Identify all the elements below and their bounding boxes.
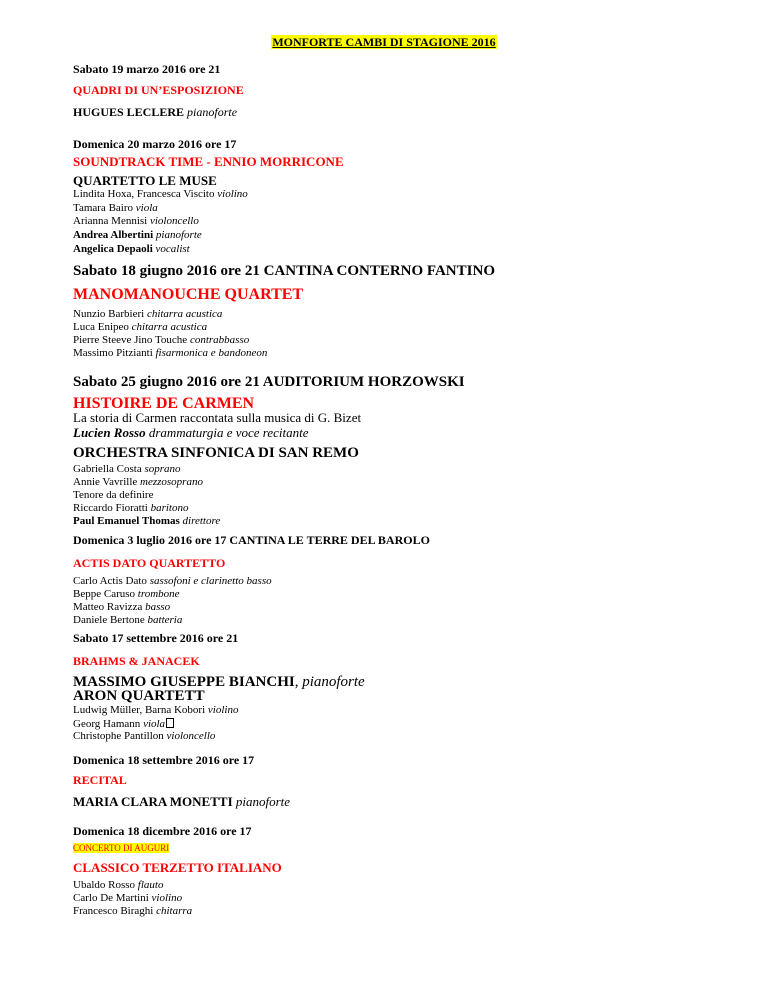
- performer-line: [73, 477, 203, 488]
- event-date: Sabato 17 settembre 2016 ore 21: [73, 631, 239, 645]
- performer-name: Annie Vavrille: [73, 476, 138, 488]
- performer-role: baritono: [150, 502, 189, 514]
- performer-name: Tamara Bairo: [73, 202, 134, 214]
- performer-role: sassofoni e clarinetto basso: [149, 575, 272, 587]
- performer-role: fisarmonica e bandoneon: [155, 347, 268, 359]
- performer-name: Daniele Bertone: [73, 614, 145, 626]
- performer-line: [73, 589, 180, 600]
- performer-line: [73, 576, 272, 587]
- event-date: Domenica 20 marzo 2016 ore 17: [73, 137, 237, 151]
- performer-line: [73, 348, 267, 359]
- performer-line: [73, 731, 215, 742]
- performer-role: trombone: [137, 588, 180, 600]
- performer-name: Ubaldo Rosso: [73, 879, 136, 891]
- performer-role: violino: [207, 704, 239, 716]
- performer-name: Paul Emanuel Thomas: [73, 515, 183, 527]
- event-date: Domenica 18 dicembre 2016 ore 17: [73, 824, 252, 838]
- performer-line: [73, 309, 222, 320]
- event-date: Sabato 18 giugno 2016 ore 21 CANTINA CONTERNO FANTINO: [73, 263, 495, 279]
- event-soloist: [73, 106, 237, 118]
- performer-role: viola: [143, 718, 166, 730]
- performer-role: violoncello: [166, 730, 216, 742]
- performer-role: pianoforte: [155, 229, 202, 241]
- performer-line: [73, 718, 174, 730]
- event-program: QUADRI DI UN’ESPOSIZIONE: [73, 83, 244, 97]
- performer-line: [73, 244, 190, 255]
- event-program: CLASSICO TERZETTO ITALIANO: [73, 860, 282, 875]
- performer-name: Georg Hamann: [73, 718, 141, 730]
- performer-name: MASSIMO GIUSEPPE BIANCHI: [73, 674, 295, 690]
- event-date: Sabato 25 giugno 2016 ore 21 AUDITORIUM HORZOWSKI: [73, 374, 465, 390]
- performer-name: Massimo Pitzianti: [73, 347, 156, 359]
- performer-name: HUGUES LECLERE: [73, 105, 185, 119]
- performer-role: pianoforte: [187, 105, 238, 119]
- performer-role: batteria: [147, 614, 183, 626]
- performer-role: violino: [217, 188, 248, 200]
- performer-role: chitarra acustica: [146, 308, 223, 320]
- title-text: MONFORTE CAMBI DI STAGIONE 2016: [272, 35, 496, 49]
- program-tag-text: CONCERTO DI AUGURI: [73, 843, 170, 853]
- event-date: Sabato 19 marzo 2016 ore 21: [73, 62, 221, 76]
- performer-line: [73, 322, 207, 333]
- performer-name: Angelica Depaoli: [73, 243, 153, 255]
- missing-glyph-icon: [166, 718, 174, 728]
- event-program: RECITAL: [73, 773, 127, 787]
- performer-role: direttore: [182, 515, 221, 527]
- event-program: ACTIS DATO QUARTETTO: [73, 556, 226, 570]
- performer-line: [73, 335, 249, 346]
- performer-line: [73, 203, 158, 214]
- performer-line: [73, 464, 181, 475]
- performer-role: violino: [151, 892, 183, 904]
- performer-name: Carlo De Martini: [73, 892, 149, 904]
- performer-name: Matteo Ravizza: [73, 601, 143, 613]
- event-soloist: [73, 795, 290, 808]
- performer-name: Tenore da definire: [73, 489, 154, 501]
- separator: ,: [294, 674, 303, 690]
- performer-name: Andrea Albertini: [73, 229, 154, 241]
- performer-role: chitarra acustica: [131, 321, 208, 333]
- performer-role: chitarra: [156, 905, 193, 917]
- performer-line: [73, 615, 182, 626]
- performer-role: viola: [135, 202, 158, 214]
- performer-line: [73, 503, 189, 514]
- performer-name: Riccardo Fioratti: [73, 502, 148, 514]
- performer-line: [73, 893, 182, 904]
- performer-name: Arianna Mennisi: [73, 215, 148, 227]
- performer-role: violoncello: [149, 215, 199, 227]
- event-program-tag: [73, 844, 169, 853]
- event-program: BRAHMS & JANACEK: [73, 654, 200, 668]
- performer-name: Luca Enipeo: [73, 321, 132, 333]
- document-title: [0, 34, 768, 50]
- performer-role: pianoforte: [235, 794, 291, 809]
- performer-name: MARIA CLARA MONETTI: [73, 794, 236, 809]
- performer-role: contrabbasso: [189, 334, 250, 346]
- performer-line: [73, 216, 199, 227]
- performer-line: [73, 705, 238, 716]
- performer-name: Ludwig Müller, Barna Kobori: [73, 704, 206, 716]
- event-date: Domenica 3 luglio 2016 ore 17 CANTINA LE TERRE DEL BAROLO: [73, 533, 430, 547]
- event-ensemble: ARON QUARTETT: [73, 688, 205, 704]
- narrator-line: [73, 426, 309, 439]
- performer-line: [73, 230, 202, 241]
- performer-role: soprano: [144, 463, 181, 475]
- performer-line: [73, 189, 248, 200]
- performer-role: mezzosoprano: [140, 476, 203, 488]
- event-program: MANOMANOUCHE QUARTET: [73, 286, 304, 303]
- event-date: Domenica 18 settembre 2016 ore 17: [73, 753, 255, 767]
- performer-role: drammaturgia e voce recitante: [148, 425, 309, 440]
- performer-name: Gabriella Costa: [73, 463, 142, 475]
- performer-line: [73, 516, 220, 527]
- performer-line: [73, 906, 192, 917]
- performer-role: vocalist: [155, 243, 190, 255]
- performer-role: basso: [145, 601, 171, 613]
- performer-name: Lucien Rosso: [73, 425, 146, 440]
- performer-name: Beppe Caruso: [73, 588, 136, 600]
- performer-name: Francesco Biraghi: [73, 905, 154, 917]
- performer-name: Nunzio Barbieri: [73, 308, 145, 320]
- performer-line: [73, 880, 163, 891]
- performer-role: pianoforte: [302, 674, 365, 690]
- event-program: SOUNDTRACK TIME - ENNIO MORRICONE: [73, 154, 344, 169]
- performer-name: Carlo Actis Dato: [73, 575, 147, 587]
- performer-line: [73, 602, 170, 613]
- performer-name: Pierre Steeve Jino Touche: [73, 334, 188, 346]
- performer-name: Christophe Pantillon: [73, 730, 164, 742]
- performer-name: Lindita Hoxa, Francesca Viscito: [73, 188, 215, 200]
- event-ensemble: ORCHESTRA SINFONICA DI SAN REMO: [73, 445, 359, 461]
- event-program: HISTOIRE DE CARMEN: [73, 395, 255, 412]
- event-ensemble: QUARTETTO LE MUSE: [73, 173, 217, 188]
- performer-role: flauto: [137, 879, 164, 891]
- event-description: La storia di Carmen raccontata sulla musica di G. Bizet: [73, 410, 362, 425]
- performer-line: [73, 490, 153, 501]
